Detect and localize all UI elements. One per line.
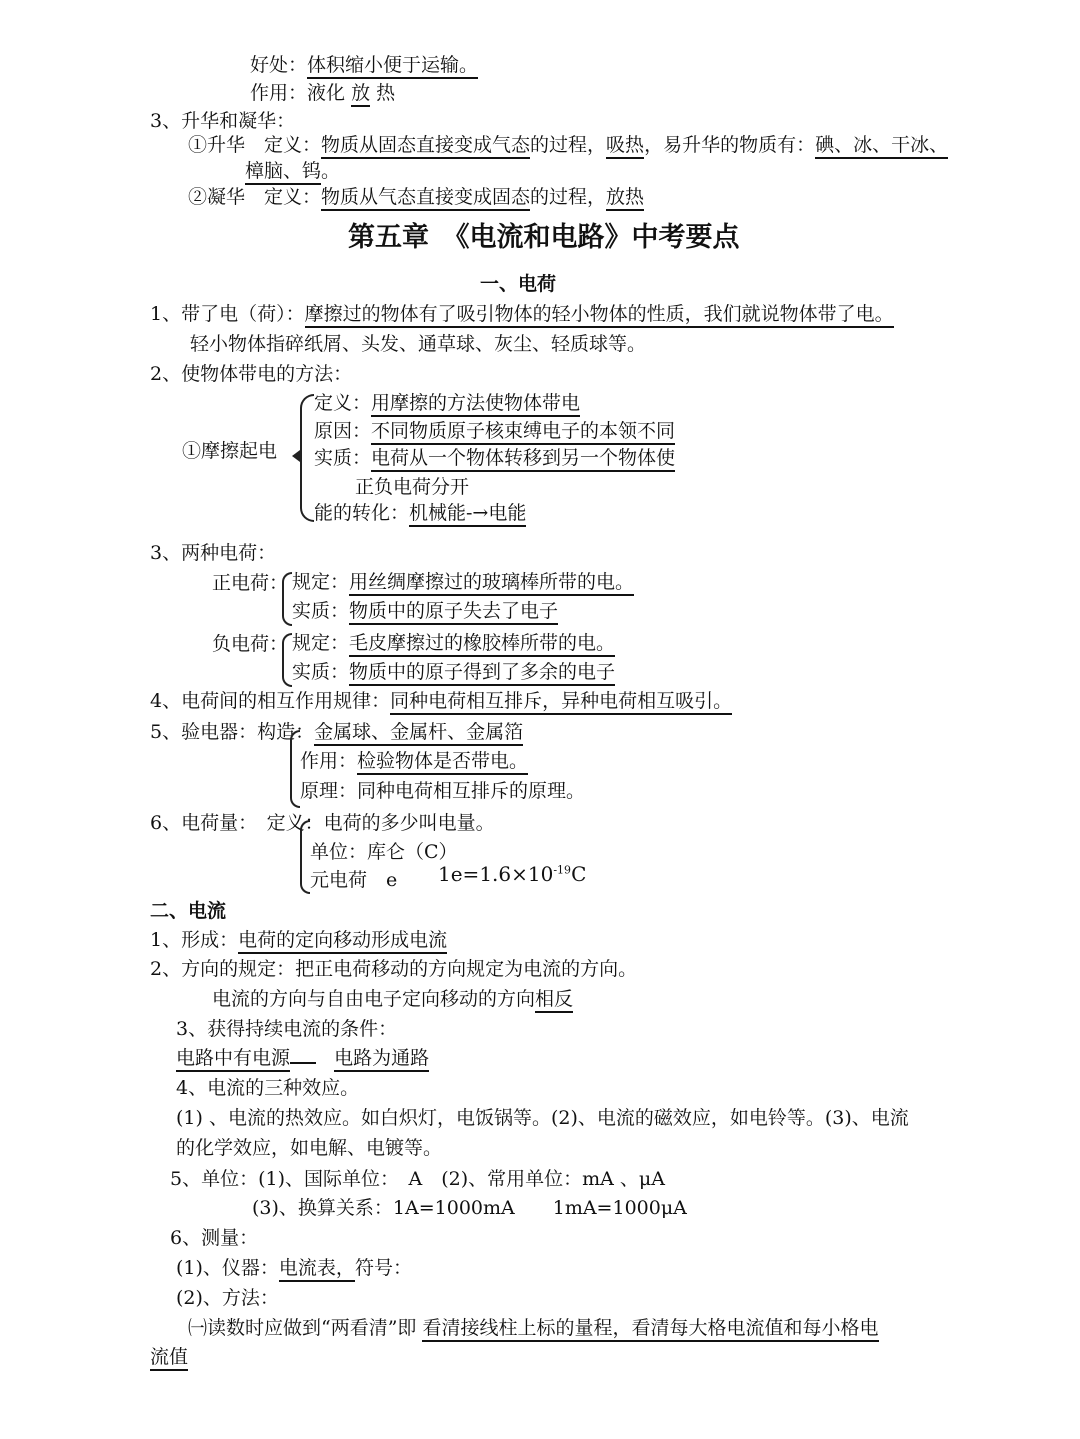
method-def-line xyxy=(314,392,580,415)
ninghua-mid: 的过程， xyxy=(530,186,607,208)
p5-prin-label: 原理： xyxy=(300,780,358,802)
method-energy-line xyxy=(314,502,526,525)
p6-def: 电荷的多少叫电量。 xyxy=(323,812,495,834)
pos-rule-label: 规定： xyxy=(292,571,350,593)
ninghua-def: 物质从气态直接变成固态 xyxy=(321,186,530,211)
method-def-label: 定义： xyxy=(314,392,372,414)
p6-label: 6、电荷量： 定义： xyxy=(150,812,324,834)
neg-ess-label: 实质： xyxy=(292,661,350,683)
c4-line1: (1) 、电流的热效应。如白炽灯，电饭锅等。(2)、电流的磁效应，如电铃等。(3)、电流 xyxy=(176,1107,909,1129)
c6-read2: 流值 xyxy=(150,1346,188,1371)
haochu-line xyxy=(250,54,478,77)
c6-read-line2 xyxy=(150,1346,188,1369)
p5-struct: 金属球、金属杆、金属箔 xyxy=(314,721,523,746)
c6-read-line xyxy=(188,1317,879,1340)
neg-rule-line xyxy=(292,632,615,655)
p5-label: 5、验电器：构造： xyxy=(150,721,315,743)
c2-line: 2、方向的规定：把正电荷移动的方向规定为电流的方向。 xyxy=(150,958,638,980)
zuoyong-text: 液化 xyxy=(307,82,346,104)
shenghua-items2: 樟脑、钨 xyxy=(245,160,321,185)
shenghua-def: 物质从固态直接变成气态 xyxy=(321,134,530,159)
p5-use: 检验物体是否带电。 xyxy=(357,750,528,775)
pos-ess: 物质中的原子失去了电子 xyxy=(349,600,558,625)
method-def: 用摩擦的方法使物体带电 xyxy=(371,392,580,417)
charge-p3-title: 3、两种电荷： xyxy=(150,542,277,564)
c6-inst-label: (1)、仪器： xyxy=(176,1257,279,1279)
neg-ess: 物质中的原子得到了多余的电子 xyxy=(349,661,615,686)
c4-title: 4、电流的三种效应。 xyxy=(176,1077,360,1099)
p1-label: 1、带了电（荷）： xyxy=(150,303,305,325)
neg-label: 负电荷： xyxy=(212,633,289,655)
neg-rule-label: 规定： xyxy=(292,632,350,654)
chapter-title: 第五章 《电流和电路》中考要点 xyxy=(348,222,740,253)
c3-cond2: 电路为通路 xyxy=(334,1047,429,1072)
c5-line1: 5、单位：(1)、国际单位： A (2)、常用单位：mA 、μA xyxy=(170,1168,665,1190)
method-essence-line2: 正负电荷分开 xyxy=(355,476,470,498)
c3-cond1: 电路中有电源 xyxy=(176,1047,290,1072)
c1-line xyxy=(150,929,447,952)
charge-p2-title: 2、使物体带电的方法： xyxy=(150,363,353,385)
p5-use-line xyxy=(300,750,528,773)
method-reason-label: 原因： xyxy=(314,420,372,442)
c6-read1: 看清接线柱上标的量程，看清每大格电流值和每小格电 xyxy=(422,1317,878,1342)
neg-rule: 毛皮摩擦过的橡胶棒所带的电。 xyxy=(349,632,615,657)
c2-note: 电流的方向与自由电子定向移动的方向 xyxy=(212,988,536,1010)
p5-use-label: 作用： xyxy=(300,750,358,772)
c2-note-u: 相反 xyxy=(535,988,573,1013)
shenghua-end: 。 xyxy=(321,160,341,182)
shenghua-line xyxy=(188,134,948,157)
zuoyong-re: 热 xyxy=(376,82,396,104)
neg-brace xyxy=(282,633,292,687)
c6-method: (2)、方法： xyxy=(176,1287,279,1309)
haochu-label: 好处： xyxy=(250,54,308,76)
haochu-value: 体积缩小便于运输。 xyxy=(307,54,478,79)
p1-def: 摩擦过的物体有了吸引物体的轻小物体的性质，我们就说物体带了电。 xyxy=(305,303,894,328)
c1-label: 1、形成： xyxy=(150,929,239,951)
p6-e-value: 1e=1.6×10 xyxy=(438,862,554,886)
pos-rule-line xyxy=(292,571,634,594)
method-essence: 电荷从一个物体转移到另一个物体使 xyxy=(371,447,675,472)
method-brace xyxy=(300,394,314,522)
p6-e-unit: C xyxy=(571,862,587,886)
method-energy: 机械能-→电能 xyxy=(409,502,526,527)
electroscope-brace xyxy=(290,730,300,808)
zuoyong-fang: 放 xyxy=(351,82,370,107)
c4-line2: 的化学效应，如电解、电镀等。 xyxy=(176,1137,443,1159)
p4-rule: 同种电荷相互排斥，异种电荷相互吸引。 xyxy=(390,690,732,715)
section1-title: 一、电荷 xyxy=(480,273,557,295)
charge-p4-line xyxy=(150,690,732,713)
charge-p5-line xyxy=(150,721,523,744)
p5-prin: 同种电荷相互排斥的原理。 xyxy=(357,780,586,802)
charge-p1-note: 轻小物体指碎纸屑、头发、通草球、灰尘、轻质球等。 xyxy=(190,333,647,355)
c1-def: 电荷的定向移动形成电流 xyxy=(238,929,447,954)
c3-conditions xyxy=(176,1047,429,1070)
c6-inst-line xyxy=(176,1257,412,1280)
pos-ess-label: 实质： xyxy=(292,600,350,622)
neg-ess-line xyxy=(292,661,615,684)
pos-brace xyxy=(282,572,292,626)
shenghua-line2 xyxy=(245,160,340,183)
c3-title: 3、获得持续电流的条件： xyxy=(176,1018,398,1040)
pos-rule: 用丝绸摩擦过的玻璃棒所带的电。 xyxy=(349,571,634,596)
zuoyong-label: 作用： xyxy=(250,82,308,104)
p6-e-exp: -19 xyxy=(553,863,572,877)
method-reason-line xyxy=(314,420,675,443)
shenghua-label: ①升华 定义： xyxy=(188,134,322,156)
c6-title: 6、测量： xyxy=(170,1227,259,1249)
p6-e-line xyxy=(310,869,397,892)
method-label: ①摩擦起电 xyxy=(182,440,278,462)
p4-label: 4、电荷间的相互作用规律： xyxy=(150,690,391,712)
ninghua-line xyxy=(188,186,644,209)
shenghua-items1: 碘、冰、干冰、 xyxy=(815,134,948,159)
method-energy-label: 能的转化： xyxy=(314,502,410,524)
zuoyong-line xyxy=(250,82,395,105)
p5-prin-line xyxy=(300,780,585,803)
shenghua-xire: 吸热 xyxy=(606,134,644,159)
c2-note-line xyxy=(212,988,573,1011)
ninghua-label: ②凝华 定义： xyxy=(188,186,322,208)
quantity-brace xyxy=(300,820,310,894)
shenghua-mid: 的过程， xyxy=(530,134,607,156)
p6-e-label: 元电荷 e xyxy=(310,869,398,891)
p6-unit-line: 单位：库仑（C） xyxy=(310,841,458,863)
ninghua-fang: 放热 xyxy=(606,186,644,211)
charge-p6-line xyxy=(150,812,495,835)
method-reason: 不同物质原子核束缚电子的本领不同 xyxy=(371,420,675,445)
c6-symbol: 符号： xyxy=(354,1257,412,1279)
method-brace-nib xyxy=(292,450,300,462)
pos-ess-line xyxy=(292,600,558,623)
c5-line2: (3)、换算关系：1A=1000mA 1mA=1000μA xyxy=(252,1197,687,1219)
c6-inst: 电流表， xyxy=(279,1257,355,1282)
shenghua-mid2: ，易升华的物质有： xyxy=(644,134,816,156)
section2-title: 二、电流 xyxy=(150,900,227,922)
charge-p1-line xyxy=(150,303,894,326)
pos-label: 正电荷： xyxy=(212,572,289,594)
method-essence-label: 实质： xyxy=(314,447,372,469)
section3-title: 3、升华和凝华： xyxy=(150,110,296,132)
p6-e-value-line xyxy=(438,862,586,886)
method-essence-line xyxy=(314,447,675,470)
c6-read-label: ㈠读数时应做到“两看清”即 xyxy=(188,1317,417,1339)
